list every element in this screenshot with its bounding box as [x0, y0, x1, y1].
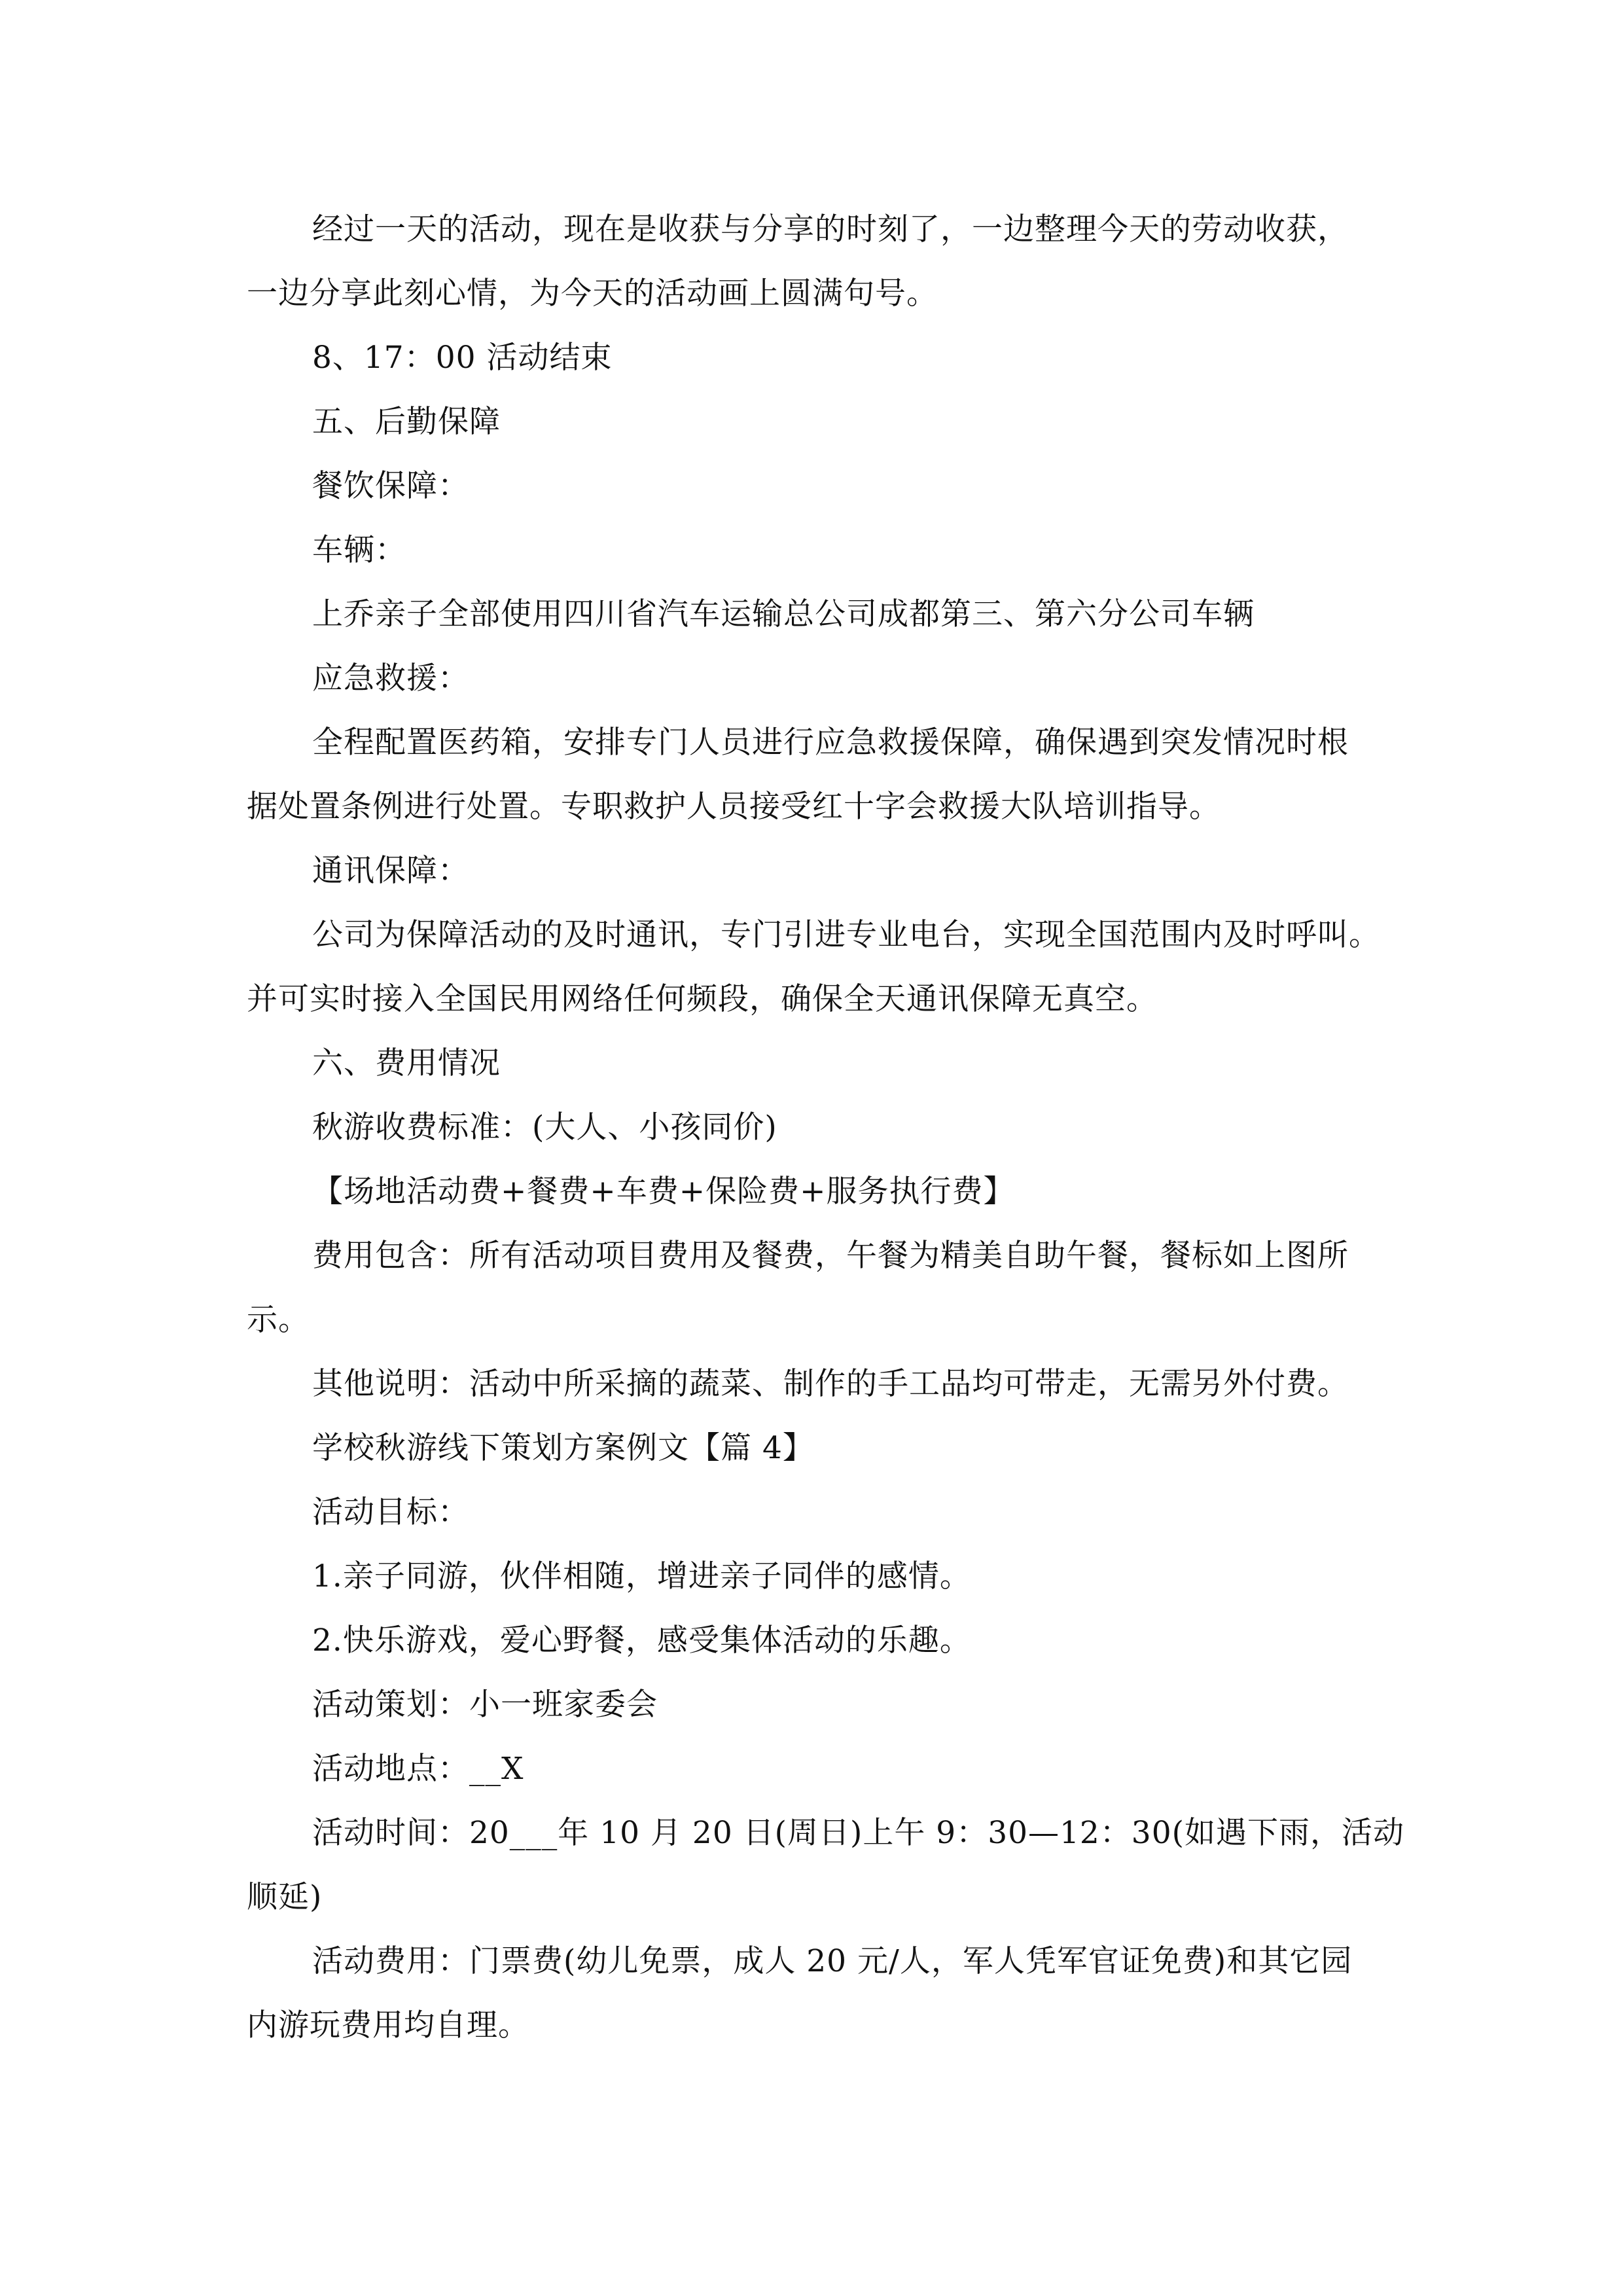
text-line: 2.快乐游戏，爱心野餐，感受集体活动的乐趣。 [312, 1623, 971, 1659]
text-line: 顺延) [247, 1879, 323, 1915]
text-line: 据处置条例进行处置。专职救护人员接受红十字会救援大队培训指导。 [247, 789, 1221, 825]
text-line: 活动策划：小一班家委会 [312, 1687, 658, 1723]
text-line: 餐饮保障： [312, 468, 469, 504]
text-line: 全程配置医药箱，安排专门人员进行应急救援保障，确保遇到突发情况时根 [312, 725, 1349, 761]
text-line: 并可实时接入全国民用网络任何频段，确保全天通讯保障无真空。 [247, 981, 1158, 1017]
text-line: 费用包含：所有活动项目费用及餐费，午餐为精美自助午餐，餐标如上图所 [312, 1238, 1349, 1274]
text-line: 1.亲子同游，伙伴相随，增进亲子同伴的感情。 [312, 1558, 971, 1594]
text-line: 【场地活动费+餐费+车费+保险费+服务执行费】 [312, 1174, 1015, 1210]
text-line: 上乔亲子全部使用四川省汽车运输总公司成都第三、第六分公司车辆 [312, 596, 1255, 632]
text-line: 活动费用：门票费(幼儿免票，成人 20 元/人，军人凭军官证免费)和其它园 [312, 1943, 1353, 1979]
text-line: 其他说明：活动中所采摘的蔬菜、制作的手工品均可带走，无需另外付费。 [312, 1366, 1349, 1402]
text-line: 活动目标： [312, 1494, 469, 1530]
text-line: 一边分享此刻心情，为今天的活动画上圆满句号。 [247, 276, 938, 312]
text-line: 示。 [247, 1302, 310, 1338]
text-line: 六、费用情况 [312, 1045, 501, 1081]
text-line: 经过一天的活动，现在是收获与分享的时刻了，一边整理今天的劳动收获， [312, 211, 1349, 247]
text-line: 学校秋游线下策划方案例文【篇 4】 [312, 1430, 814, 1466]
document-body [247, 198, 1404, 2058]
text-line: 8、17：00 活动结束 [312, 340, 613, 376]
text-line: 活动地点：__X [312, 1751, 524, 1787]
text-line: 应急救援： [312, 660, 469, 696]
text-line: 通讯保障： [312, 853, 469, 889]
text-line: 活动时间：20___年 10 月 20 日(周日)上午 9：30—12：30(如遇下雨，活动 [312, 1815, 1404, 1851]
text-line: 秋游收费标准：(大人、小孩同价) [312, 1109, 777, 1145]
text-line: 五、后勤保障 [312, 404, 501, 440]
text-line: 内游玩费用均自理。 [247, 2007, 529, 2043]
text-line: 车辆： [312, 532, 406, 568]
text-line: 公司为保障活动的及时通讯，专门引进专业电台，实现全国范围内及时呼叫。 [312, 917, 1380, 953]
